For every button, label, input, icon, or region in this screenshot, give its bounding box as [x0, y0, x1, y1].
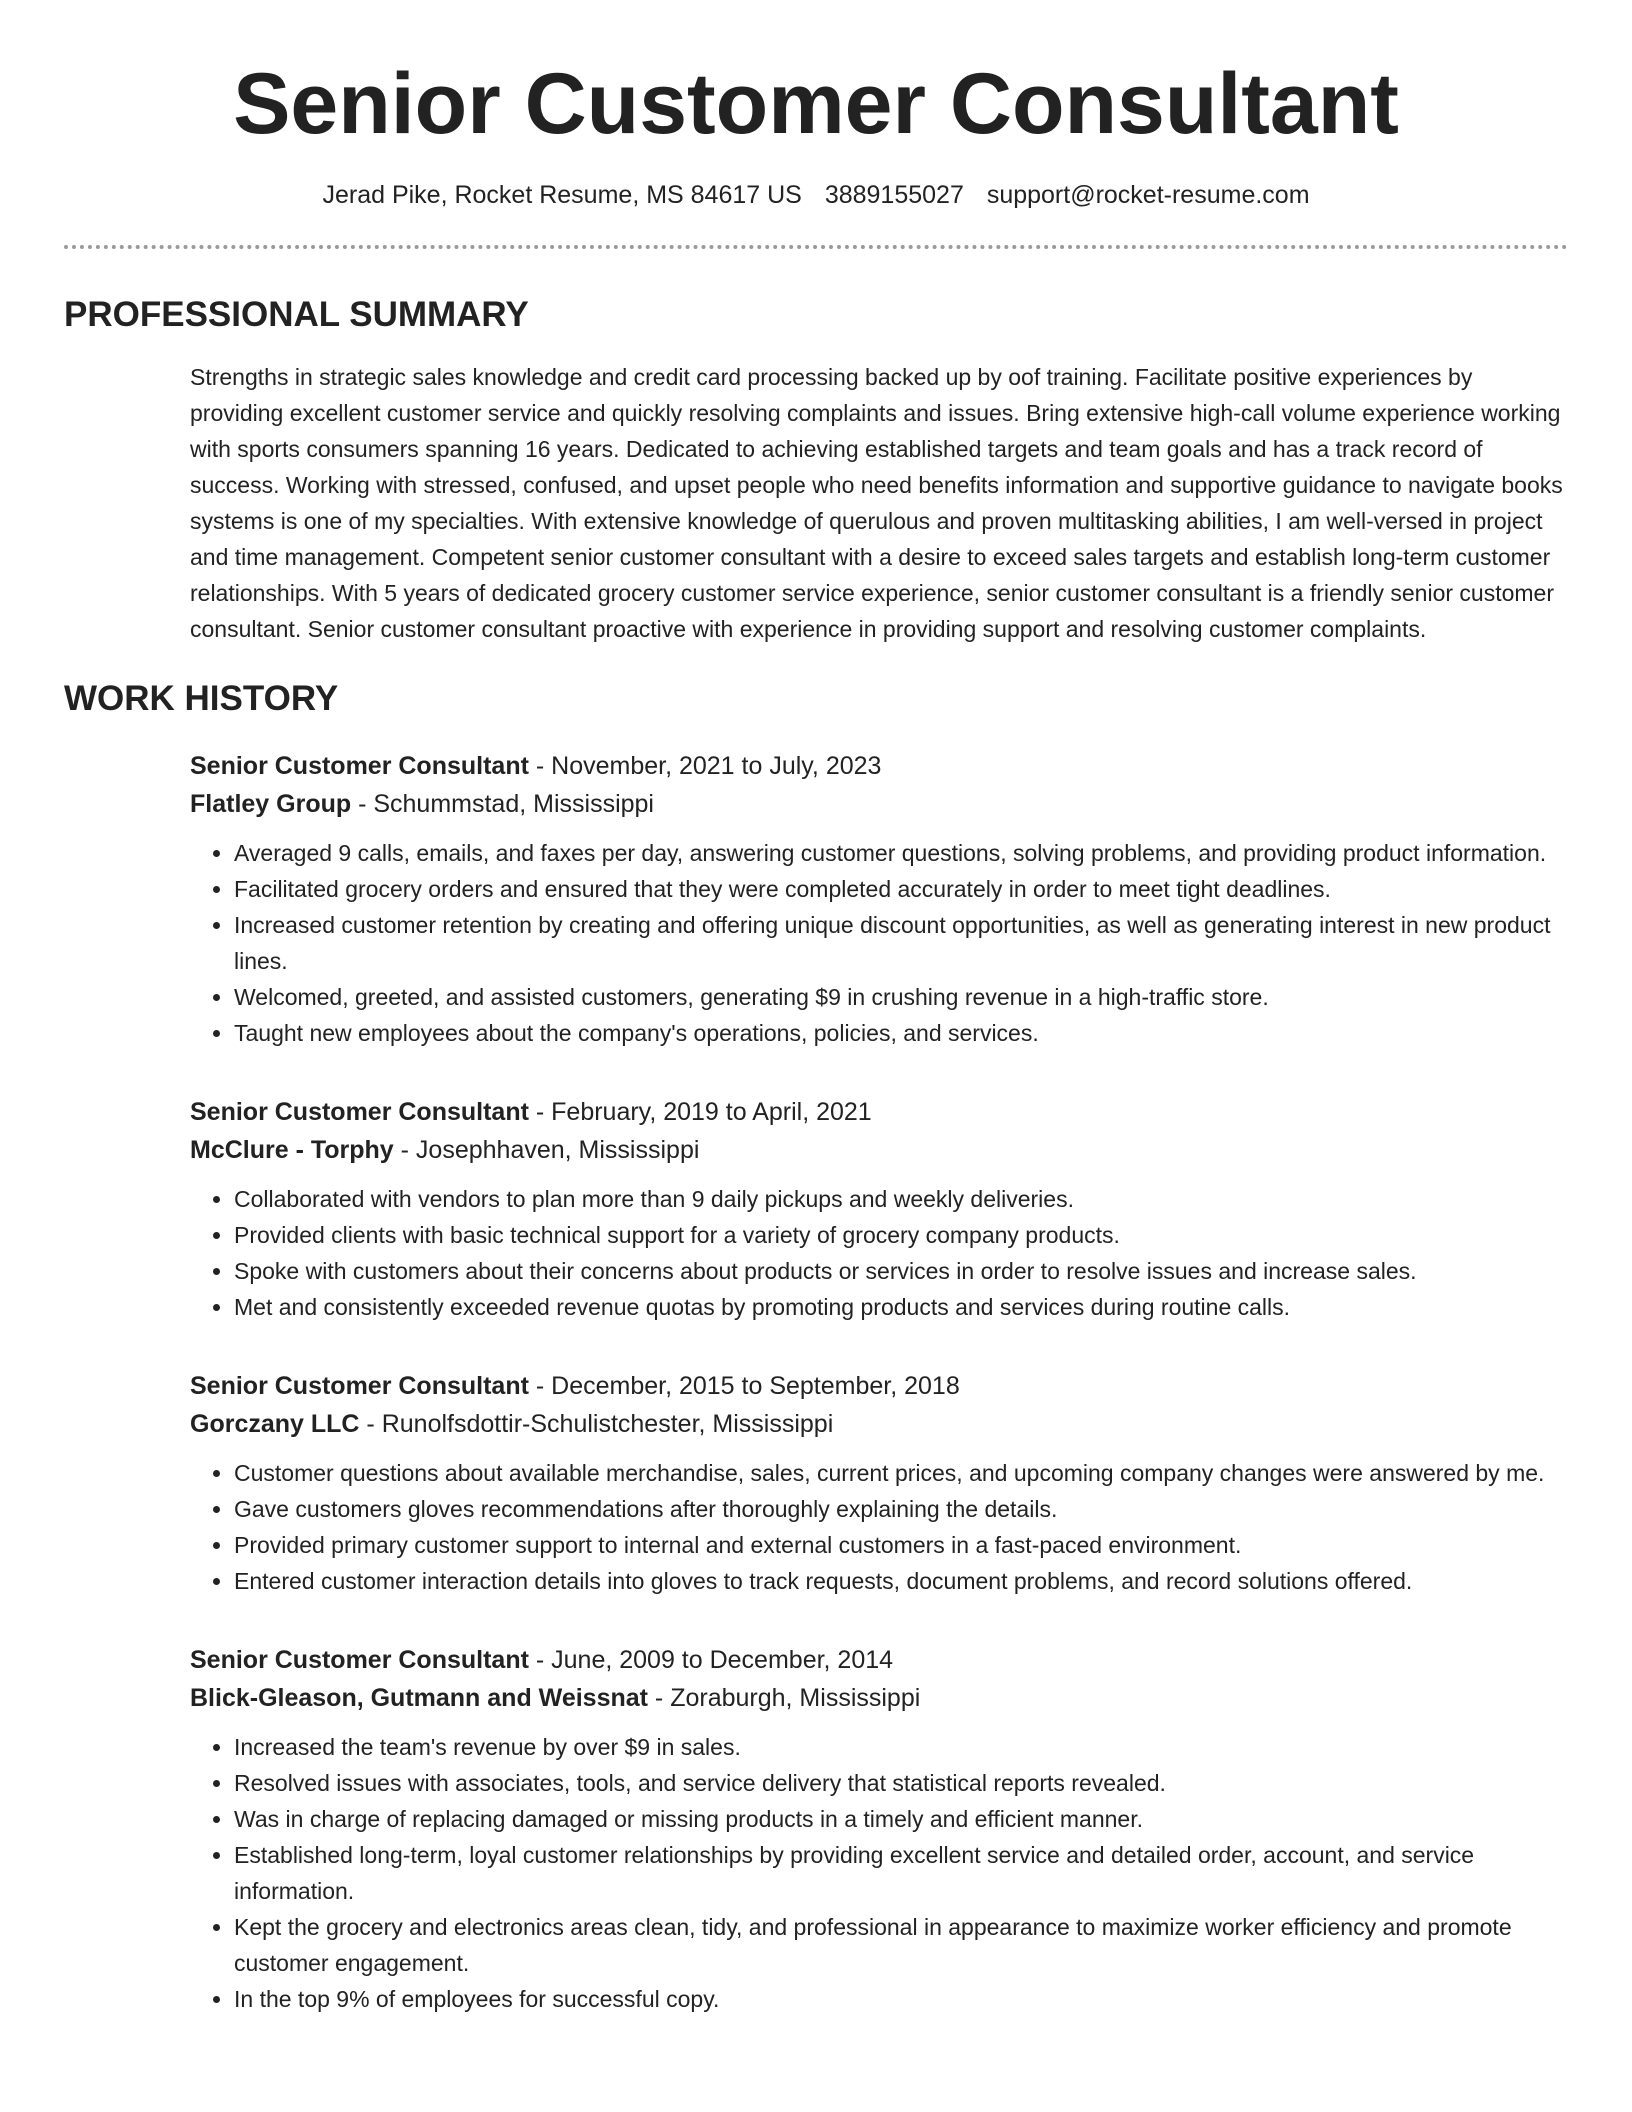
job-bullet: • Provided clients with basic technical support for a variety of grocery company products.	[234, 1217, 1568, 1253]
contact-phone: 3889155027	[824, 181, 964, 209]
job-title-line	[190, 1641, 1568, 1679]
job-company: Gorczany LLC	[190, 1410, 360, 1438]
summary-heading: PROFESSIONAL SUMMARY	[64, 295, 529, 334]
job-bullet: • Customer questions about available merchandise, sales, current prices, and upcoming company changes were answered by me.	[234, 1455, 1568, 1491]
job-bullet: • Welcomed, greeted, and assisted customers, generating $9 in crushing revenue in a high-traffic store.	[234, 979, 1568, 1015]
job-bullet-list	[190, 1455, 1568, 1599]
job-company-line	[190, 1679, 1568, 1717]
summary-text: Strengths in strategic sales knowledge and credit card processing backed up by oof training. Facilitate positive experiences by providing excellent customer service and quickly resolving complaints and issues. Bring extensive high-call volume experience working with sports consumers spanning 16 years. Dedicated to achieving established targets and team goals and has a track record of success. Working with stressed, confused, and upset people who need benefits information and supportive guidance to navigate books systems is one of my specialties. With extensive knowledge of querulous and proven multitasking abilities, I am well-versed in project and time management. Competent senior customer consultant with a desire to exceed sales targets and establish long-term customer relationships. With 5 years of dedicated grocery customer service experience, senior customer consultant is a friendly senior customer consultant. Senior customer consultant proactive with experience in providing support and resolving customer complaints.	[190, 364, 1563, 642]
job-company: McClure - Torphy	[190, 1136, 394, 1164]
job-bullet: • Increased the team's revenue by over $9 in sales.	[234, 1729, 1568, 1765]
job-title: Senior Customer Consultant	[190, 1372, 529, 1400]
resume-page	[64, 0, 1568, 2017]
job-entry	[190, 1093, 1568, 1325]
job-company: Blick-Gleason, Gutmann and Weissnat	[190, 1684, 648, 1712]
job-title-line	[190, 1367, 1568, 1405]
job-bullet-list	[190, 835, 1568, 1051]
work-history-heading: WORK HISTORY	[64, 679, 339, 718]
job-bullet: • Was in charge of replacing damaged or missing products in a timely and efficient manner.	[234, 1801, 1568, 1837]
job-bullet-list	[190, 1729, 1568, 2017]
job-title: Senior Customer Consultant	[190, 752, 529, 780]
job-company: Flatley Group	[190, 790, 352, 818]
job-bullet: • Met and consistently exceeded revenue quotas by promoting products and services during routine calls.	[234, 1289, 1568, 1325]
job-title-line	[190, 747, 1568, 785]
job-bullet: • Facilitated grocery orders and ensured that they were completed accurately in order to meet tight deadlines.	[234, 871, 1568, 907]
contact-email: support@rocket-resume.com	[986, 181, 1310, 209]
job-company-line	[190, 785, 1568, 823]
contact-address: Jerad Pike, Rocket Resume, MS 84617 US	[322, 181, 802, 209]
job-bullet: • Provided primary customer support to internal and external customers in a fast-paced environment.	[234, 1527, 1568, 1563]
job-entry	[190, 1367, 1568, 1599]
job-company-line	[190, 1131, 1568, 1169]
job-bullet: • In the top 9% of employees for successful copy.	[234, 1981, 1568, 2017]
job-dates: - June, 2009 to December, 2014	[528, 1646, 894, 1674]
job-bullet: • Spoke with customers about their concerns about products or services in order to resolve issues and increase sales.	[234, 1253, 1568, 1289]
job-bullet: • Entered customer interaction details into gloves to track requests, document problems, and record solutions offered.	[234, 1563, 1568, 1599]
job-location: - Josephhaven, Mississippi	[393, 1136, 700, 1164]
resume-title: Senior Customer Consultant	[233, 56, 1399, 152]
job-bullet-list	[190, 1181, 1568, 1325]
job-dates: - November, 2021 to July, 2023	[528, 752, 882, 780]
job-bullet: • Increased customer retention by creating and offering unique discount opportunities, as well as generating interest in new product lines.	[234, 907, 1568, 979]
job-bullet: • Averaged 9 calls, emails, and faxes per day, answering customer questions, solving problems, and providing product information.	[234, 835, 1568, 871]
job-location: - Zoraburgh, Mississippi	[647, 1684, 921, 1712]
job-bullet: • Gave customers gloves recommendations after thoroughly explaining the details.	[234, 1491, 1568, 1527]
job-company-line	[190, 1405, 1568, 1443]
job-bullet: • Kept the grocery and electronics areas clean, tidy, and professional in appearance to maximize worker efficiency and promote customer engagement.	[234, 1909, 1568, 1981]
job-bullet: • Resolved issues with associates, tools, and service delivery that statistical reports revealed.	[234, 1765, 1568, 1801]
job-bullet: • Established long-term, loyal customer relationships by providing excellent service and detailed order, account, and service information.	[234, 1837, 1568, 1909]
job-bullet: • Taught new employees about the company's operations, policies, and services.	[234, 1015, 1568, 1051]
job-location: - Runolfsdottir-Schulistchester, Mississippi	[359, 1410, 834, 1438]
job-list	[190, 747, 1568, 2017]
job-title: Senior Customer Consultant	[190, 1646, 529, 1674]
job-bullet: • Collaborated with vendors to plan more than 9 daily pickups and weekly deliveries.	[234, 1181, 1568, 1217]
job-dates: - February, 2019 to April, 2021	[528, 1098, 872, 1126]
job-entry	[190, 1641, 1568, 2017]
job-dates: - December, 2015 to September, 2018	[528, 1372, 960, 1400]
header-divider	[64, 245, 1568, 249]
job-location: - Schummstad, Mississippi	[351, 790, 654, 818]
job-title: Senior Customer Consultant	[190, 1098, 529, 1126]
job-entry	[190, 747, 1568, 1051]
job-title-line	[190, 1093, 1568, 1131]
contact-line	[64, 179, 1568, 211]
